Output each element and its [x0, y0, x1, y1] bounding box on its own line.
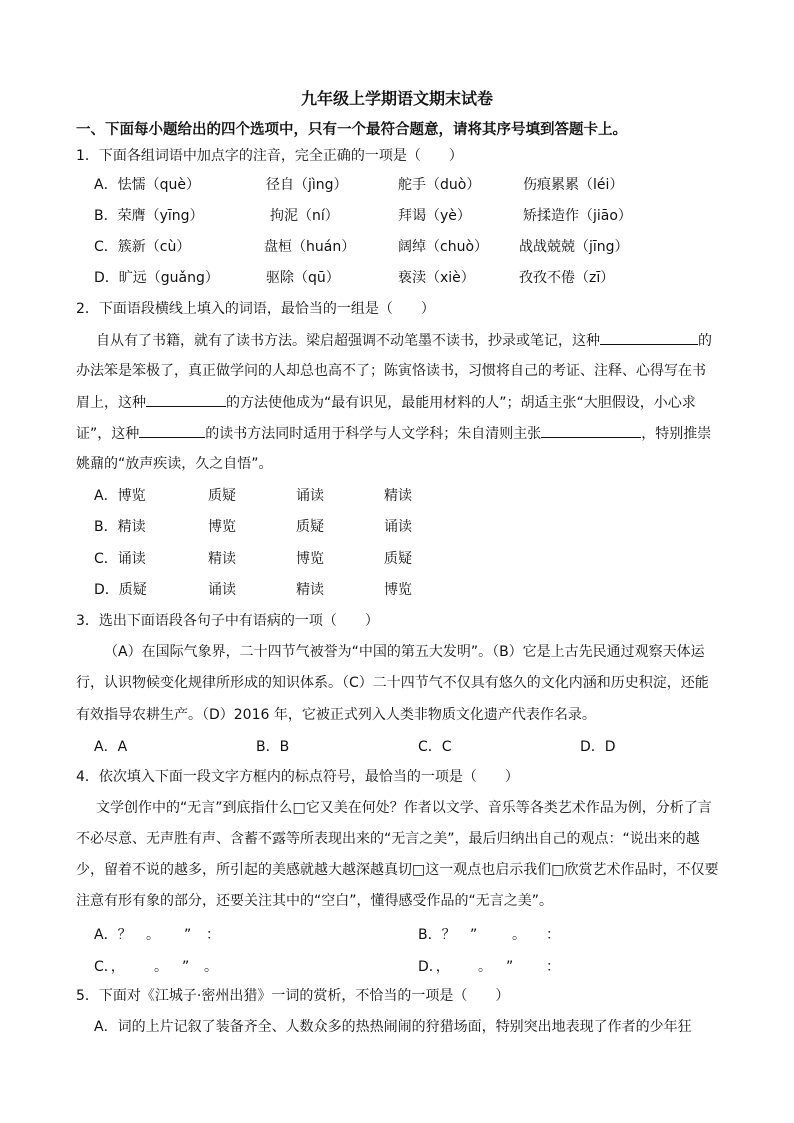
q1-option-d-2: 驱除（qū）	[266, 270, 340, 286]
q2-option-d-4: 博览	[384, 582, 412, 598]
question-4-stem: 4．依次填入下面一段文字方框内的标点符号，最恰当的一项是（ ）	[76, 769, 519, 785]
q3-option-d: D．D	[580, 739, 616, 755]
q4-passage-line-3: 少，留着不说的越多，所引起的美感就越大越深越真切□这一观点也启示我们□欣赏艺术作品时，不仅要	[76, 862, 719, 878]
q1-option-a-3: 舵手（duò）	[398, 177, 481, 193]
q2-option-b-4: 诵读	[384, 519, 412, 535]
q4-option-d-3: ”	[506, 959, 514, 975]
q2-text: ，特别推崇	[641, 426, 712, 442]
q4-option-a-2: 。	[146, 927, 160, 943]
q2-passage-line-3	[76, 392, 696, 413]
q2-option-d-2: 诵读	[208, 582, 236, 598]
q2-option-d-3: 精读	[296, 582, 324, 598]
q2-option-c-3: 博览	[296, 551, 324, 567]
q2-text: 眉上，这种	[76, 395, 146, 411]
q1-option-b-3: 拜谒（yè）	[398, 208, 471, 224]
q4-option-a-1: A．？	[94, 927, 132, 943]
q2-option-a-4: 精读	[384, 488, 412, 504]
answer-blank-1	[600, 330, 698, 345]
q3-option-c: C．C	[418, 739, 452, 755]
q1-option-c-2: 盘桓（huán）	[264, 239, 356, 255]
q4-option-d-4: ：	[546, 959, 560, 975]
q1-option-c-3: 阔绰（chuò）	[398, 239, 489, 255]
q4-option-a-3: ”	[184, 927, 192, 943]
q5-option-a: A．词的上片记叙了装备齐全、人数众多的热热闹闹的狩猎场面，特别突出地表现了作者的少年狂	[94, 1019, 692, 1035]
q2-text: 自从有了书籍，就有了读书方法。梁启超强调不动笔墨不读书，抄录或笔记，这种	[96, 333, 600, 349]
question-1-stem: 1．下面各组词语中加点字的注音，完全正确的一项是（ ）	[76, 148, 463, 164]
q4-option-b-2: ”	[470, 927, 478, 943]
q4-passage-line-4: 注意有形有象的部分，还要关注其中的“空白”，懂得感受作品的“无言之美”。	[76, 893, 554, 909]
q4-option-b-1: B．？	[418, 927, 456, 943]
q4-option-a-4: ：	[206, 927, 220, 943]
q2-option-d-1: D．质疑	[94, 582, 147, 598]
q2-option-b-3: 质疑	[296, 519, 324, 535]
q2-text: 的	[698, 333, 712, 349]
q4-passage-line-2: 不必尽意、无声胜有声、含蓄不露等所表现出来的“无言之美”，最后归纳出自己的观点：“说出来的越	[76, 831, 700, 847]
page-title: 九年级上学期语文期末试卷	[300, 89, 493, 108]
question-2-stem: 2．下面语段横线上填入的词语，最恰当的一组是（ ）	[76, 301, 435, 317]
q3-passage-line-3: 有效指导农耕生产。（D）2016 年，它被正式列入人类非物质文化遗产代表作名录。	[76, 707, 596, 723]
q1-option-b-2: 拘泥（ní）	[270, 208, 339, 224]
q4-option-d-2: 。	[478, 959, 492, 975]
q2-passage-line-5: 姚鼐的“放声疾读，久之自悟”。	[76, 456, 273, 472]
q1-option-d-3: 亵渎（xiè）	[398, 270, 475, 286]
q4-passage-line-1: 文学创作中的“无言”到底指什么□它又美在何处？作者以文学、音乐等各类艺术作品为例，分析了言	[96, 800, 712, 816]
answer-blank-3	[139, 423, 205, 438]
q2-option-b-2: 博览	[208, 519, 236, 535]
q1-option-a-1: A．怯懦（què）	[94, 177, 200, 193]
q1-option-a-4: 伤痕累累（léi）	[523, 177, 624, 193]
q2-option-a-2: 质疑	[208, 488, 236, 504]
q1-option-d-4: 孜孜不倦（zī）	[519, 270, 615, 286]
q3-option-a: A．A	[94, 739, 128, 755]
question-3-stem: 3．选出下面语段各句子中有语病的一项（ ）	[76, 613, 379, 629]
q1-option-c-4: 战战兢兢（jīng）	[519, 239, 629, 255]
q2-passage-line-4	[76, 423, 711, 444]
section-heading: 一、下面每小题给出的四个选项中，只有一个最符合题意，请将其序号填到答题卡上。	[76, 122, 627, 138]
q2-passage-line-2: 办法笨是笨极了，真正做学问的人却总也高不了；陈寅恪读书，习惯将自己的考证、注释、心得写在书	[76, 363, 706, 379]
question-5-stem: 5．下面对《江城子·密州出猎》一词的赏析，不恰当的一项是（ ）	[76, 988, 510, 1004]
q1-option-b-4: 矫揉造作（jiāo）	[523, 208, 632, 224]
q3-passage-line-1: （A）在国际气象界，二十四节气被誉为“中国的第五大发明”。（B）它是上古先民通过观察天体运	[104, 644, 705, 660]
q2-option-a-3: 诵读	[296, 488, 324, 504]
q2-passage-line-1	[96, 330, 712, 351]
q4-option-b-4: ：	[546, 927, 560, 943]
q4-option-c-3: ”	[182, 959, 190, 975]
q2-option-b-1: B．精读	[94, 519, 146, 535]
q1-option-b-1: B．荣膺（yīng）	[94, 208, 204, 224]
q4-option-c-2: 。	[154, 959, 168, 975]
q1-option-d-1: D．旷远（guǎng）	[94, 270, 219, 286]
q2-option-a-1: A．博览	[94, 488, 146, 504]
q4-option-c-1: C．，	[94, 959, 125, 975]
answer-blank-2	[146, 392, 226, 407]
q2-option-c-2: 精读	[208, 551, 236, 567]
q3-option-b: B．B	[256, 739, 290, 755]
q4-option-c-4: 。	[204, 959, 218, 975]
q4-option-d-1: D．，	[418, 959, 450, 975]
q2-option-c-4: 质疑	[384, 551, 412, 567]
q2-option-c-1: C．诵读	[94, 551, 146, 567]
q1-option-c-1: C．簇新（cù）	[94, 239, 191, 255]
q3-passage-line-2: 行，认识物候变化规律所形成的知识体系。（C）二十四节气不仅具有悠久的文化内涵和历史积淀，还能	[76, 675, 709, 691]
q2-text: 的读书方法同时适用于科学与人文学科；朱自清则主张	[205, 426, 542, 442]
q1-option-a-2: 径自（jìng）	[266, 177, 348, 193]
q2-text: 证”，这种	[76, 426, 140, 442]
answer-blank-4	[541, 423, 641, 438]
q4-option-b-3: 。	[512, 927, 526, 943]
q2-text: 的方法使他成为“最有识见，最能用材料的人”；胡适主张“大胆假设，小心求	[226, 395, 696, 411]
